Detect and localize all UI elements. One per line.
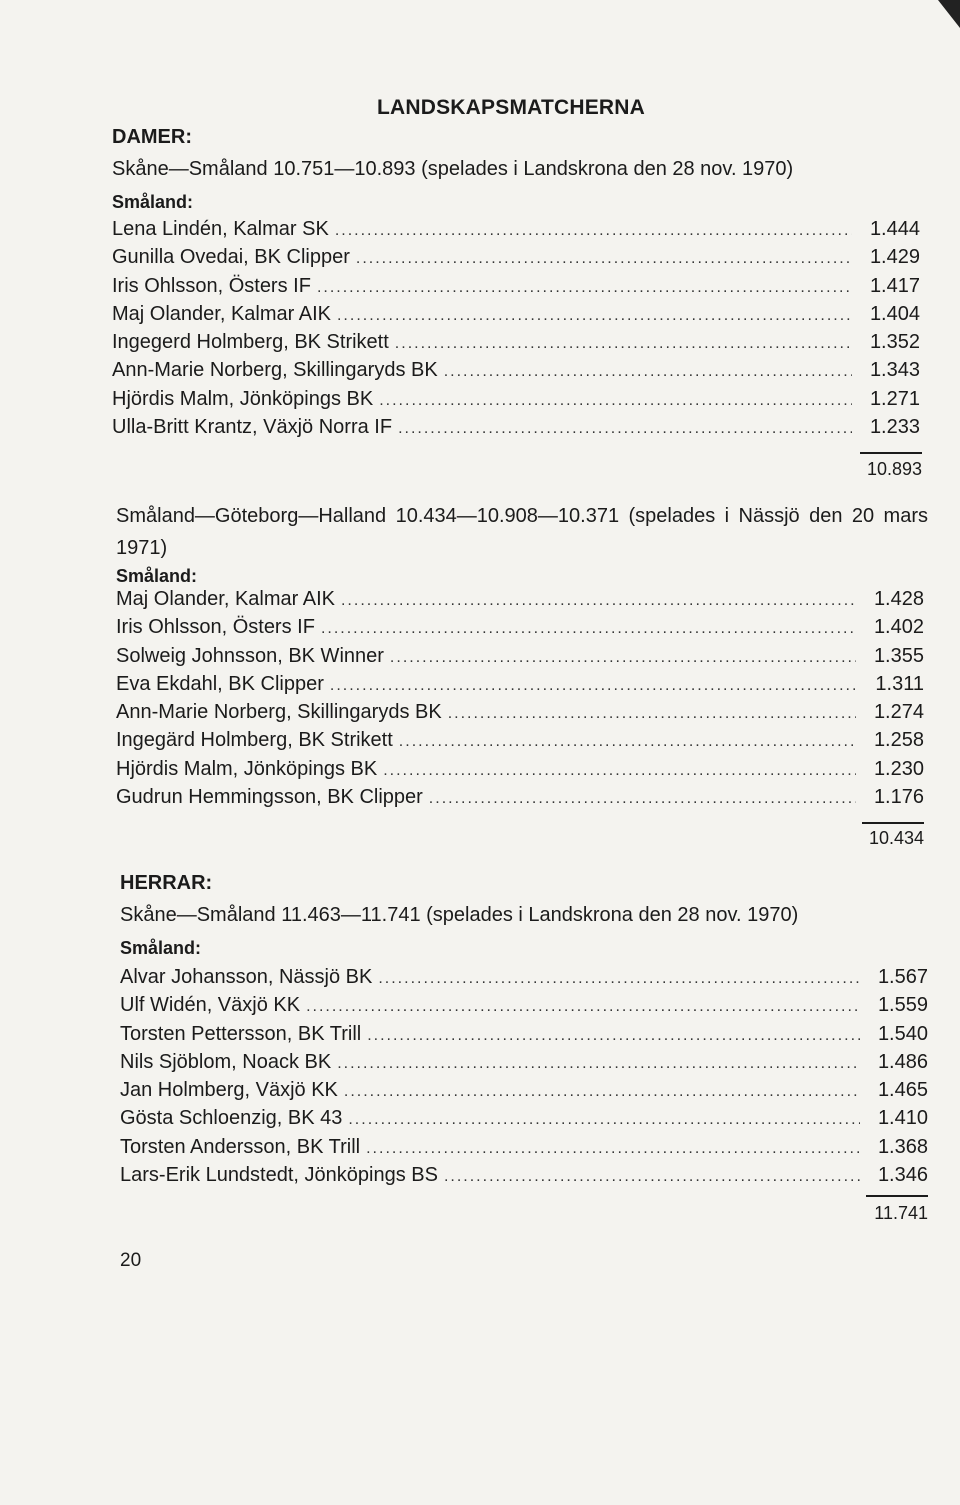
- player-name: Gunilla Ovedai, BK Clipper: [112, 246, 350, 269]
- dot-leader: [348, 1111, 860, 1129]
- list-item: [116, 786, 924, 814]
- list-item: [112, 359, 920, 387]
- dot-leader: [429, 790, 856, 808]
- player-score: 1.258: [873, 729, 924, 752]
- dot-leader: [379, 392, 852, 410]
- player-score: 1.311: [875, 672, 924, 695]
- list-item: [112, 388, 920, 416]
- dot-leader: [448, 705, 856, 723]
- player-score: 1.346: [877, 1164, 928, 1187]
- dot-leader: [395, 335, 852, 353]
- list-item: [116, 673, 924, 701]
- list-item: [116, 616, 924, 644]
- damer-match1-sum-rule: [860, 452, 922, 454]
- player-score: 1.343: [869, 359, 920, 382]
- list-item: [112, 303, 920, 331]
- damer-match2-header: Småland—Göteborg—Halland 10.434—10.908—10.371 (spelades i Nässjö den 20 mars 1971): [116, 505, 928, 559]
- damer-match1-header: Skåne—Småland 10.751—10.893 (spelades i Landskrona den 28 nov. 1970): [112, 158, 794, 180]
- dot-leader: [317, 279, 852, 297]
- player-name: Ingegerd Holmberg, BK Strikett: [112, 331, 389, 354]
- player-score: 1.274: [873, 701, 924, 724]
- player-name: Ulf Widén, Växjö KK: [120, 994, 301, 1017]
- damer-match1-team: Småland:: [112, 192, 194, 212]
- player-score: 1.559: [877, 994, 928, 1017]
- list-item: [120, 966, 928, 994]
- list-item: [112, 218, 920, 246]
- damer-heading: DAMER:: [112, 126, 192, 148]
- list-item: [116, 588, 924, 616]
- dot-leader: [335, 222, 852, 240]
- list-item: [116, 645, 924, 673]
- dot-leader: [321, 620, 856, 638]
- player-name: Maj Olander, Kalmar AIK: [116, 588, 335, 610]
- list-item: [112, 331, 920, 359]
- player-score: 1.233: [869, 416, 920, 439]
- dot-leader: [383, 762, 856, 780]
- player-score: 1.429: [869, 246, 920, 269]
- list-item: [112, 275, 920, 303]
- player-score: 1.486: [877, 1050, 928, 1073]
- player-name: Eva Ekdahl, BK Clipper: [116, 672, 324, 695]
- player-score: 1.428: [873, 588, 924, 610]
- list-item: [120, 1023, 928, 1051]
- herrar-match1-sum-rule: [866, 1195, 928, 1197]
- damer-match1-list: [112, 218, 920, 444]
- player-name: Hjördis Malm, Jönköpings BK: [116, 757, 378, 780]
- player-score: 1.271: [869, 387, 920, 410]
- dot-leader: [366, 1140, 860, 1158]
- dot-leader: [367, 1027, 860, 1045]
- player-name: Torsten Andersson, BK Trill: [120, 1135, 361, 1158]
- page-number: 20: [120, 1250, 142, 1271]
- dot-leader: [444, 363, 852, 381]
- player-name: Iris Ohlsson, Östers IF: [112, 274, 311, 297]
- player-name: Iris Ohlsson, Östers IF: [116, 616, 315, 639]
- list-item: [112, 416, 920, 444]
- dot-leader: [337, 307, 852, 325]
- list-item: [120, 1051, 928, 1079]
- dot-leader: [399, 733, 856, 751]
- dot-leader: [378, 970, 860, 988]
- corner-mark: [938, 0, 960, 28]
- list-item: [120, 1079, 928, 1107]
- list-item: [120, 1136, 928, 1164]
- player-name: Ulla-Britt Krantz, Växjö Norra IF: [112, 416, 393, 439]
- player-score: 1.368: [877, 1135, 928, 1158]
- player-name: Alvar Johansson, Nässjö BK: [120, 966, 373, 988]
- dot-leader: [398, 420, 852, 438]
- player-name: Nils Sjöblom, Noack BK: [120, 1050, 332, 1073]
- herrar-match1-total: 11.741: [874, 1203, 928, 1223]
- player-name: Ingegärd Holmberg, BK Strikett: [116, 729, 393, 752]
- player-name: Torsten Pettersson, BK Trill: [120, 1022, 362, 1045]
- player-score: 1.567: [877, 966, 928, 988]
- player-score: 1.444: [869, 218, 920, 240]
- dot-leader: [390, 649, 856, 667]
- player-name: Ann-Marie Norberg, Skillingaryds BK: [112, 359, 438, 382]
- player-score: 1.410: [877, 1107, 928, 1130]
- damer-match1-total: 10.893: [866, 459, 922, 479]
- player-name: Hjördis Malm, Jönköpings BK: [112, 387, 374, 410]
- player-score: 1.417: [869, 274, 920, 297]
- list-item: [120, 1107, 928, 1135]
- player-name: Gudrun Hemmingsson, BK Clipper: [116, 786, 423, 809]
- player-score: 1.402: [873, 616, 924, 639]
- list-item: [116, 758, 924, 786]
- damer-match2-total: 10.434: [868, 828, 924, 848]
- player-score: 1.540: [877, 1022, 928, 1045]
- player-name: Lena Lindén, Kalmar SK: [112, 218, 329, 240]
- damer-match2-sum-rule: [862, 822, 924, 824]
- herrar-match1-header: Skåne—Småland 11.463—11.741 (spelades i Landskrona den 28 nov. 1970): [120, 904, 799, 926]
- list-item: [116, 701, 924, 729]
- player-name: Ann-Marie Norberg, Skillingaryds BK: [116, 701, 442, 724]
- player-name: Lars-Erik Lundstedt, Jönköpings BS: [120, 1164, 438, 1187]
- player-score: 1.404: [869, 302, 920, 325]
- player-name: Solweig Johnsson, BK Winner: [116, 644, 384, 667]
- herrar-match1-team: Småland:: [120, 938, 202, 958]
- dot-leader: [444, 1168, 860, 1186]
- list-item: [120, 1164, 928, 1192]
- player-score: 1.352: [869, 331, 920, 354]
- dot-leader: [341, 592, 856, 610]
- player-name: Jan Holmberg, Växjö KK: [120, 1079, 338, 1102]
- page-title: LANDSKAPSMATCHERNA: [376, 96, 646, 119]
- list-item: [116, 729, 924, 757]
- player-score: 1.465: [877, 1079, 928, 1102]
- herrar-match1-list: [120, 966, 928, 1192]
- player-score: 1.176: [873, 786, 924, 809]
- player-score: 1.355: [873, 644, 924, 667]
- herrar-heading: HERRAR:: [120, 872, 213, 894]
- dot-leader: [337, 1055, 860, 1073]
- damer-match2-list: [116, 588, 924, 814]
- dot-leader: [356, 250, 852, 268]
- dot-leader: [306, 998, 860, 1016]
- dot-leader: [344, 1083, 860, 1101]
- list-item: [120, 994, 928, 1022]
- list-item: [112, 246, 920, 274]
- player-score: 1.230: [873, 757, 924, 780]
- player-name: Gösta Schloenzig, BK 43: [120, 1107, 343, 1130]
- player-name: Maj Olander, Kalmar AIK: [112, 302, 331, 325]
- damer-match2-team: Småland:: [116, 566, 198, 586]
- dot-leader: [330, 677, 856, 695]
